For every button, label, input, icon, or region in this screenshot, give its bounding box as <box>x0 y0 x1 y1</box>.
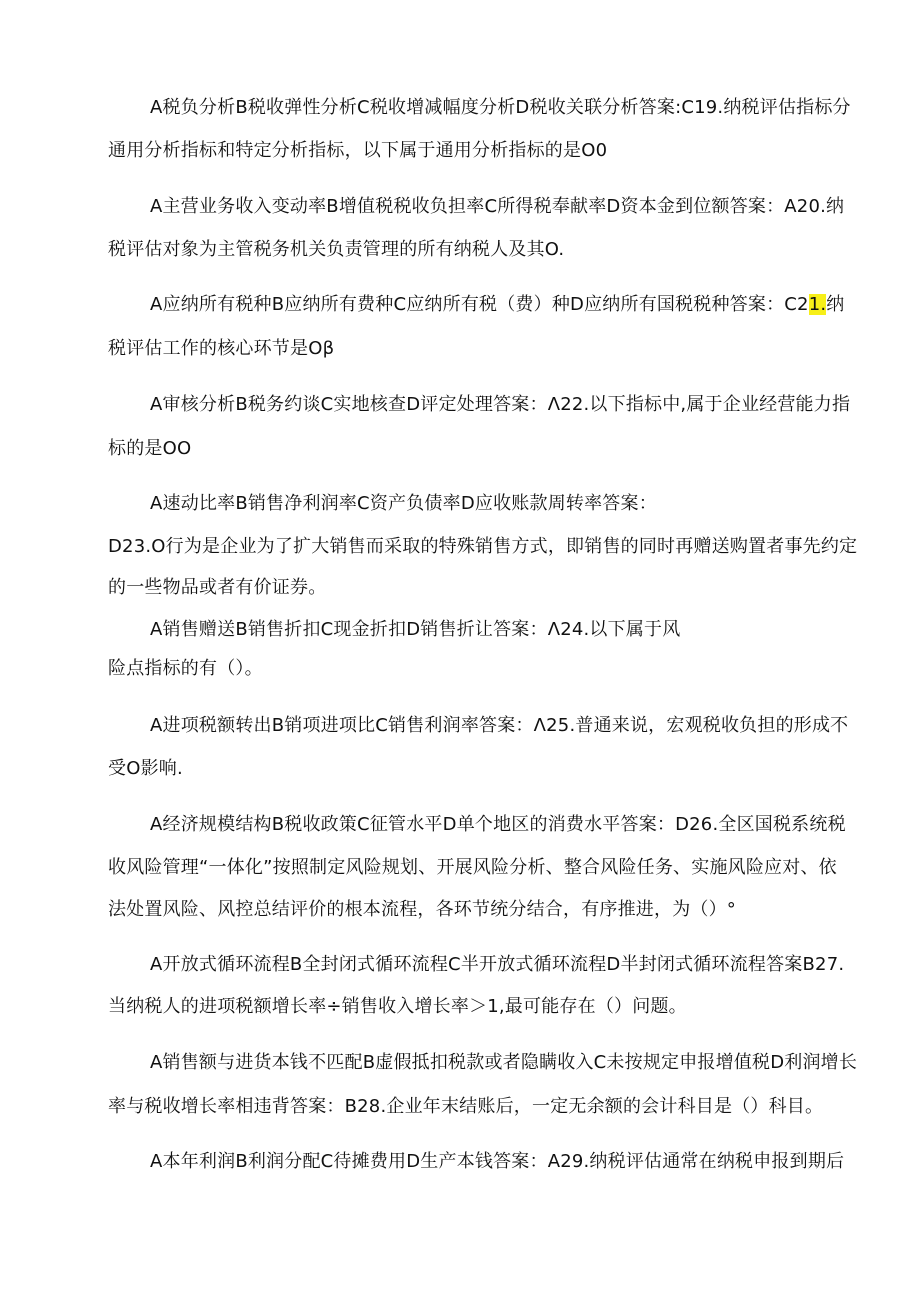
text-line: A销售赠送B销售折扣C现金折扣D销售折让答案：Λ24.以下属于风 <box>150 619 681 640</box>
text-line: 的一些物品或者有价证券。 <box>108 577 327 598</box>
text-line: 率与税收增长率相违背答案：B28.企业年末结账后，一定无余额的会计科目是（）科目。 <box>108 1096 824 1117</box>
text-line: 险点指标的有（）。 <box>108 658 263 679</box>
text-line: 受O影响. <box>108 758 183 779</box>
text-line: A本年利润B利润分配C待摊费用D生产本钱答案：A29.纳税评估通常在纳税申报到期后 <box>150 1151 845 1172</box>
text-line: A审核分析B税务约谈C实地核查D评定处理答案：Λ22.以下指标中,属于企业经营能力指 <box>150 394 851 415</box>
text-line: A经济规模结构B税收政策C征管水平D单个地区的消费水平答案：D26.全区国税系统税 <box>150 814 846 835</box>
text-line <box>150 292 862 318</box>
text-segment: 纳 <box>826 294 845 315</box>
text-segment: A应纳所有税种B应纳所有费种C应纳所有税（费）种D应纳所有国税税种答案：C2 <box>150 294 809 315</box>
text-line: 收风险管理“一体化”按照制定风险规划、开展风险分析、整合风险任务、实施风险应对、依 <box>108 857 837 878</box>
text-line: 当纳税人的进项税额增长率÷销售收入增长率＞1,最可能存在（）问题。 <box>108 996 687 1017</box>
text-line: 标的是OO <box>108 438 192 459</box>
text-line: A速动比率B销售净利润率C资产负债率D应收账款周转率答案： <box>150 493 657 514</box>
text-line: 法处置风险、风控总结评价的根本流程，各环节统分结合，有序推进，为（）° <box>108 899 736 920</box>
text-line: 税评估对象为主管税务机关负责管理的所有纳税人及其O. <box>108 239 565 260</box>
text-line: A进项税额转出B销项进项比C销售利润率答案：Λ25.普通来说，宏观税收负担的形成不 <box>150 715 849 736</box>
text-line: 通用分析指标和特定分析指标，以下属于通用分析指标的是O0 <box>108 140 608 161</box>
text-line: A开放式循环流程B全封闭式循环流程C半开放式循环流程D半封闭式循环流程答案B27. <box>150 954 845 975</box>
text-line: 税评估工作的核心环节是Oβ <box>108 338 335 359</box>
text-line: A销售额与进货本钱不匹配B虚假抵扣税款或者隐瞒收入C未按规定申报增值税D利润增长 <box>150 1052 858 1073</box>
text-line: A税负分析B税收弹性分析C税收增减幅度分析D税收关联分析答案:C19.纳税评估指标分 <box>150 97 851 118</box>
text-line: D23.O行为是企业为了扩大销售而采取的特殊销售方式，即销售的同时再赠送购置者事先约定 <box>108 536 858 557</box>
text-line: A主营业务收入变动率B增值税税收负担率C所得税奉献率D资本金到位额答案：A20.纳 <box>150 196 845 217</box>
highlighted-text: 1. <box>808 294 827 315</box>
